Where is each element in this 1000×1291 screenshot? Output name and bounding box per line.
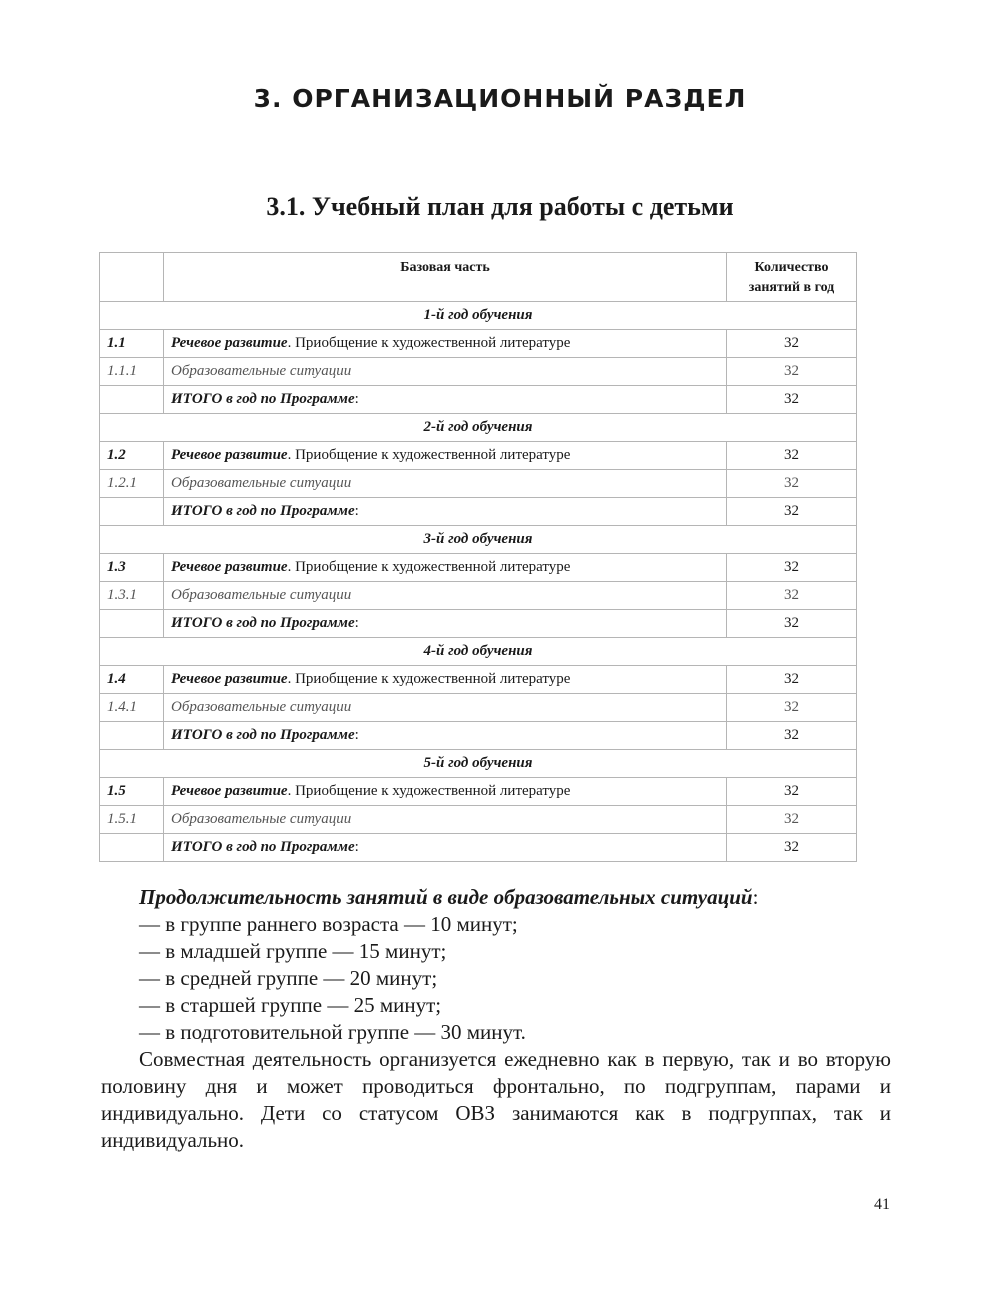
header-count-line1: Количество xyxy=(754,260,829,275)
table-row xyxy=(100,554,857,582)
total-label: ИТОГО в год по Программе: xyxy=(164,498,727,526)
row-name xyxy=(164,554,727,582)
row-name: Образовательные ситуации xyxy=(164,694,727,722)
row-count: 32 xyxy=(727,442,857,470)
row-name-bold: Речевое развитие xyxy=(171,559,288,575)
row-count: 32 xyxy=(727,386,857,414)
activity-paragraph: Совместная деятельность организуется ежедневно как в первую, так и во вторую половину дня и может проводиться фронтально, по подгруппам, парами и индивидуально. Дети со статусом ОВЗ занимаются как в подгруппах, так и индивидуально. xyxy=(101,1047,891,1152)
total-row xyxy=(100,834,857,862)
row-name xyxy=(164,666,727,694)
duration-heading: Продолжительность занятий в виде образовательных ситуаций: xyxy=(139,885,759,909)
total-row xyxy=(100,722,857,750)
total-label: ИТОГО в год по Программе: xyxy=(164,834,727,862)
header-count xyxy=(727,253,857,302)
table-header-row xyxy=(100,253,857,302)
table-row xyxy=(100,666,857,694)
total-label: ИТОГО в год по Программе: xyxy=(164,386,727,414)
table-row xyxy=(100,778,857,806)
page-number: 41 xyxy=(874,1196,890,1213)
table-row xyxy=(100,330,857,358)
row-count: 32 xyxy=(727,806,857,834)
table-row xyxy=(100,358,857,386)
row-count: 32 xyxy=(727,834,857,862)
row-name-rest: . Приобщение к художественной литературе xyxy=(287,783,571,799)
year-title: 5-й год обучения xyxy=(100,750,857,778)
table-row xyxy=(100,694,857,722)
duration-item: — в старшей группе — 25 минут; xyxy=(139,993,442,1017)
year-title: 1-й год обучения xyxy=(100,302,857,330)
row-count: 32 xyxy=(727,582,857,610)
duration-item: — в подготовительной группе — 30 минут. xyxy=(139,1020,526,1044)
duration-item: — в младшей группе — 15 минут; xyxy=(139,939,447,963)
row-name-rest: . Приобщение к художественной литературе xyxy=(287,447,571,463)
row-name-bold: Речевое развитие xyxy=(171,671,288,687)
row-num: 1.4 xyxy=(100,666,164,694)
total-label: ИТОГО в год по Программе: xyxy=(164,610,727,638)
row-count: 32 xyxy=(727,610,857,638)
year-row xyxy=(100,414,857,442)
total-row xyxy=(100,386,857,414)
row-count: 32 xyxy=(727,694,857,722)
header-num xyxy=(100,253,164,302)
curriculum-table xyxy=(99,252,857,862)
row-num: 1.5 xyxy=(100,778,164,806)
row-count: 32 xyxy=(727,554,857,582)
body-text xyxy=(101,884,891,1154)
row-count: 32 xyxy=(727,778,857,806)
row-num: 1.2 xyxy=(100,442,164,470)
row-name-rest: . Приобщение к художественной литературе xyxy=(287,559,571,575)
row-name-bold: Речевое развитие xyxy=(171,447,288,463)
total-label: ИТОГО в год по Программе: xyxy=(164,722,727,750)
row-count: 32 xyxy=(727,498,857,526)
row-name-rest: . Приобщение к художественной литературе xyxy=(287,335,571,351)
year-row xyxy=(100,750,857,778)
row-name: Образовательные ситуации xyxy=(164,806,727,834)
row-count: 32 xyxy=(727,722,857,750)
row-num: 1.3 xyxy=(100,554,164,582)
table-row xyxy=(100,582,857,610)
row-count: 32 xyxy=(727,330,857,358)
header-count-line2: занятий в год xyxy=(748,280,835,295)
table-row xyxy=(100,806,857,834)
row-num: 1.3.1 xyxy=(100,582,164,610)
year-title: 2-й год обучения xyxy=(100,414,857,442)
row-name xyxy=(164,442,727,470)
total-row xyxy=(100,610,857,638)
row-count: 32 xyxy=(727,470,857,498)
year-row xyxy=(100,526,857,554)
year-title: 4-й год обучения xyxy=(100,638,857,666)
row-num: 1.4.1 xyxy=(100,694,164,722)
table-row xyxy=(100,442,857,470)
duration-item: — в группе раннего возраста — 10 минут; xyxy=(139,912,518,936)
section-title: 3. ОРГАНИЗАЦИОННЫЙ РАЗДЕЛ xyxy=(253,84,747,113)
year-title: 3-й год обучения xyxy=(100,526,857,554)
header-base-part: Базовая часть xyxy=(164,253,727,302)
row-name-rest: . Приобщение к художественной литературе xyxy=(287,671,571,687)
subsection-title: 3.1. Учебный план для работы с детьми xyxy=(266,192,734,221)
row-num: 1.5.1 xyxy=(100,806,164,834)
row-count: 32 xyxy=(727,666,857,694)
row-num: 1.1.1 xyxy=(100,358,164,386)
row-name: Образовательные ситуации xyxy=(164,470,727,498)
year-row xyxy=(100,302,857,330)
row-num: 1.1 xyxy=(100,330,164,358)
row-count: 32 xyxy=(727,358,857,386)
row-name: Образовательные ситуации xyxy=(164,582,727,610)
row-name xyxy=(164,778,727,806)
row-name-bold: Речевое развитие xyxy=(171,783,288,799)
duration-item: — в средней группе — 20 минут; xyxy=(139,966,438,990)
table-row xyxy=(100,470,857,498)
total-row xyxy=(100,498,857,526)
row-num: 1.2.1 xyxy=(100,470,164,498)
year-row xyxy=(100,638,857,666)
row-name xyxy=(164,330,727,358)
row-name: Образовательные ситуации xyxy=(164,358,727,386)
row-name-bold: Речевое развитие xyxy=(171,335,288,351)
